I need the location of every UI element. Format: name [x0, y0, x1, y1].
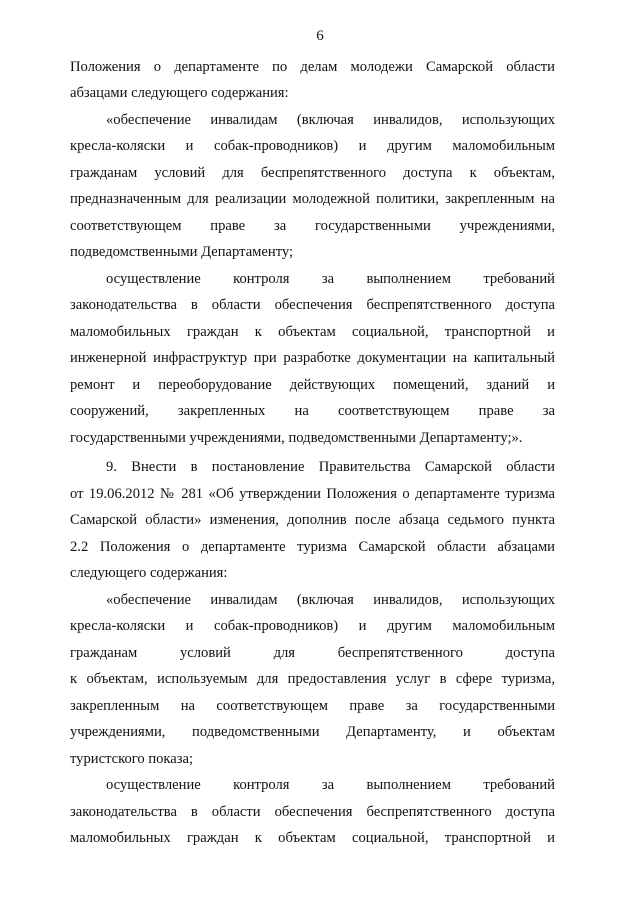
text-line: инженерной инфраструктур при разработке документации на капитальный [70, 350, 555, 366]
text-line: государственными учреждениями, подведомственными Департаменту;». [70, 430, 523, 446]
text-line: «обеспечение инвалидам (включая инвалидов, использующих [106, 112, 555, 128]
text-line: гражданам условий для беспрепятственного доступа к объектам, [70, 165, 555, 181]
text-line: 2.2 Положения о департаменте туризма Самарской области абзацами [70, 539, 555, 555]
text-line: сооружений, закрепленных на соответствующем праве за [70, 403, 555, 419]
text-line: от 19.06.2012 № 281 «Об утверждении Положения о департаменте туризма [70, 486, 555, 502]
text-line: маломобильных граждан к объектам социальной, транспортной и [70, 830, 555, 846]
text-line: абзацами следующего содержания: [70, 85, 289, 101]
text-line: «обеспечение инвалидам (включая инвалидов, использующих [106, 592, 555, 608]
text-line: законодательства в области обеспечения беспрепятственного доступа [70, 804, 555, 820]
text-line: к объектам, используемым для предоставления услуг в сфере туризма, [70, 671, 555, 687]
text-line: ремонт и переоборудование действующих помещений, зданий и [70, 377, 555, 393]
page-number: 6 [316, 28, 324, 44]
text-line: гражданам условий для беспрепятственного доступа [70, 645, 555, 661]
text-line: следующего содержания: [70, 565, 228, 581]
text-line: предназначенным для реализации молодежной политики, закрепленным на [70, 191, 555, 207]
text-line: кресла-коляски и собак-проводников) и другим маломобильным [70, 138, 555, 154]
text-line: туристского показа; [70, 751, 194, 767]
text-line: 9. Внести в постановление Правительства Самарской области [106, 459, 555, 475]
text-line: кресла-коляски и собак-проводников) и другим маломобильным [70, 618, 555, 634]
text-line: Положения о департаменте по делам молодежи Самарской области [70, 59, 555, 75]
text-line: подведомственными Департаменту; [70, 244, 294, 260]
text-line: соответствующем праве за государственными учреждениями, [70, 218, 555, 234]
text-line: закрепленным на соответствующем праве за государственными [70, 698, 555, 714]
text-line: законодательства в области обеспечения беспрепятственного доступа [70, 297, 555, 313]
text-line: осуществление контроля за выполнением требований [106, 777, 555, 793]
text-line: осуществление контроля за выполнением требований [106, 271, 555, 287]
text-line: маломобильных граждан к объектам социальной, транспортной и [70, 324, 555, 340]
text-line: Самарской области» изменения, дополнив после абзаца седьмого пункта [70, 512, 555, 528]
text-line: учреждениями, подведомственными Департаменту, и объектам [70, 724, 555, 740]
